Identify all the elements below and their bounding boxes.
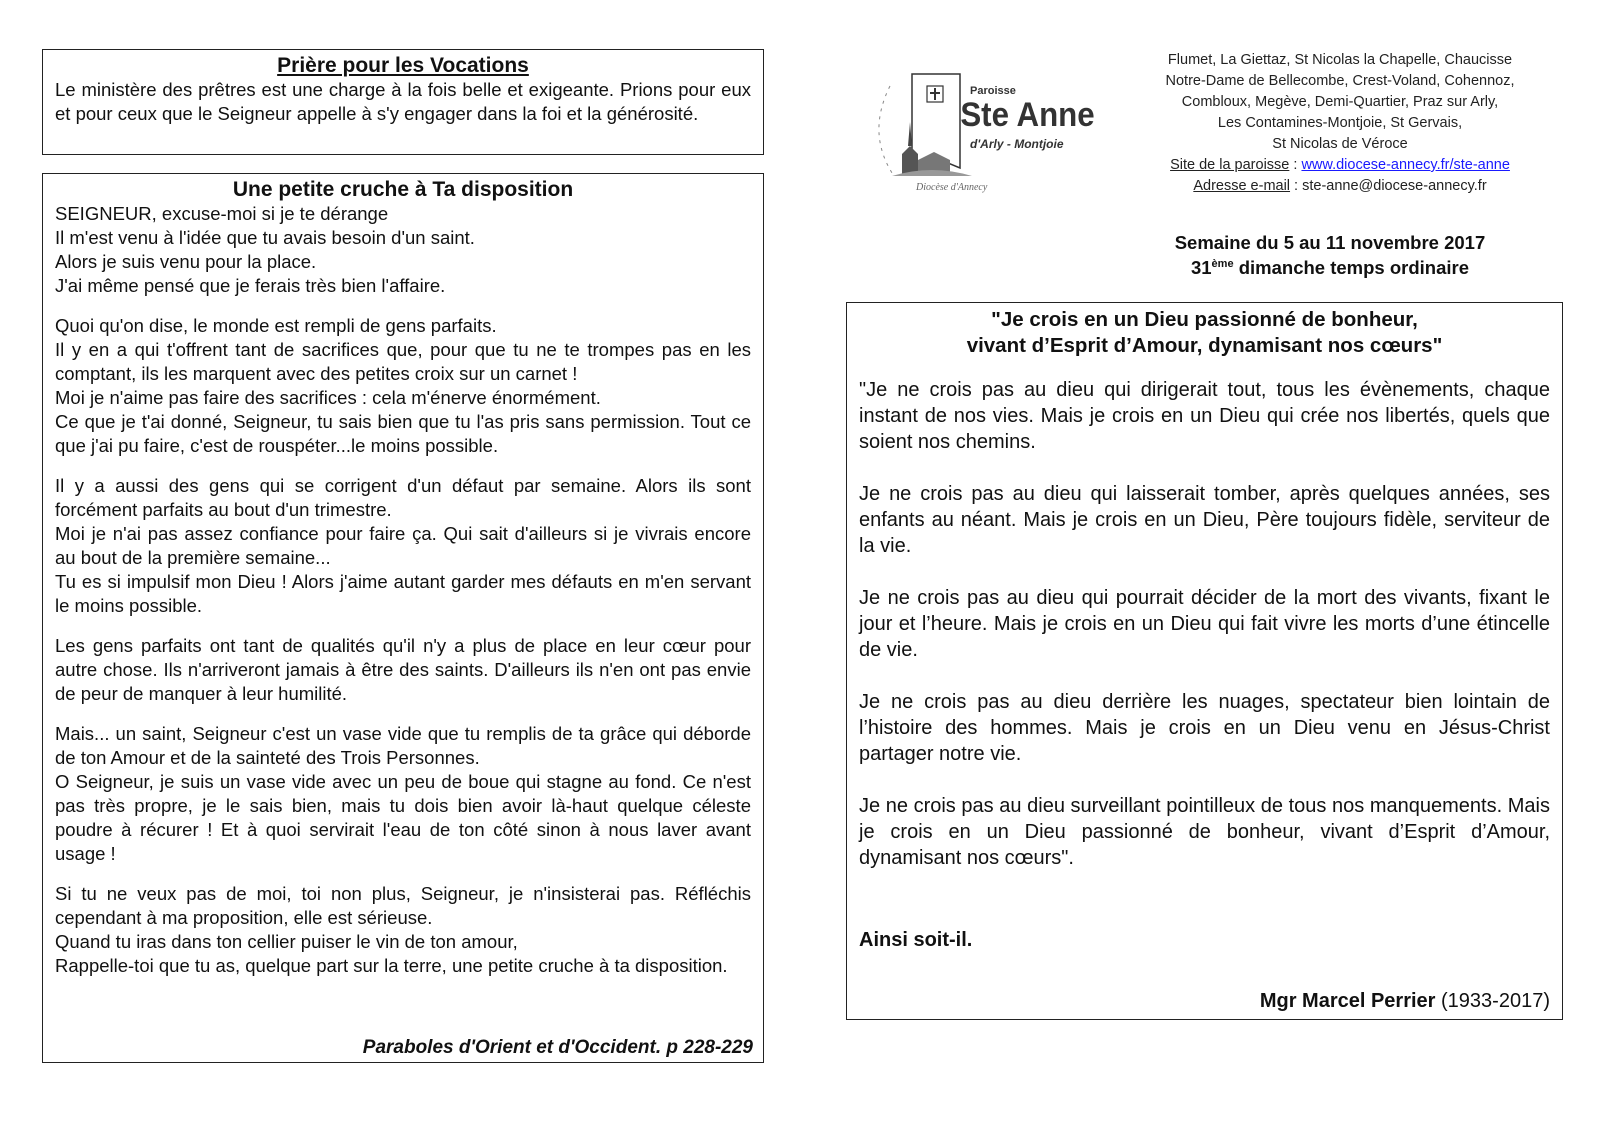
credo-paragraph: Je ne crois pas au dieu surveillant pointilleux de tous nos manquements. Mais je crois en un Dieu passionné de bonheur, vivant d’Esprit d’Amour, dynamisant nos cœurs".: [859, 795, 1550, 869]
vocations-text: Le ministère des prêtres est une charge à la fois belle et exigeante. Prions pour eux et pour ceux que le Seigneur appelle à s'y engager dans la foi et la générosité.: [55, 79, 751, 124]
cruche-poem-box: [42, 173, 764, 1063]
credo-box: [846, 302, 1563, 1020]
cruche-stanza: [55, 722, 751, 866]
logo-name-text: Ste Anne: [960, 94, 1095, 134]
site-separator: :: [1289, 157, 1302, 173]
week-dates: Semaine du 5 au 11 novembre 2017: [1174, 232, 1486, 253]
cruche-stanza-line: Les gens parfaits ont tant de qualités qu'il n'y a plus de place en leur cœur pour autre chose. Ils n'arriveront jamais à être des saints. D'ailleurs ils n'en ont pas envie de peur de manquer à leur humilité.: [55, 635, 751, 704]
cruche-stanza-line: SEIGNEUR, excuse-moi si je te dérange: [55, 203, 389, 224]
parish-line: St Nicolas de Véroce: [1272, 136, 1408, 152]
parish-lines: [1140, 50, 1540, 155]
parishes-list: [1140, 50, 1540, 197]
credo-paragraph: "Je ne crois pas au dieu qui dirigerait tout, tous les évènements, chaque instant de nos vies. Mais je crois en un Dieu qui crée nos libertés, quels que soient nos chemins.: [859, 379, 1550, 453]
cruche-stanza-line: Mais... un saint, Seigneur c'est un vase vide que tu remplis de ta grâce qui déborde de ton Amour et de la sainteté des Trois Personnes.: [55, 723, 751, 768]
cruche-stanza-line: Moi je n'aime pas faire des sacrifices : cela m'énerve énormément.: [55, 387, 601, 408]
cruche-stanza: [55, 634, 751, 706]
parish-logo-graphic: [872, 72, 1132, 198]
credo-paragraph: Je ne crois pas au dieu qui laisserait tomber, après quelques années, ses enfants au néant. Mais je crois en un Dieu, Père toujours fidèle, serviteur de la vie.: [859, 483, 1550, 557]
week-sunday-rest: dimanche temps ordinaire: [1233, 257, 1470, 278]
week-info: [1100, 230, 1560, 280]
credo-amen: Ainsi soit-il.: [859, 929, 973, 951]
vocations-prayer-box: [42, 49, 764, 155]
site-line: [1140, 155, 1540, 176]
site-label: Site de la paroisse: [1170, 157, 1290, 173]
cruche-stanza-line: Il m'est venu à l'idée que tu avais besoin d'un saint.: [55, 227, 475, 248]
cruche-stanza-line: Il y a aussi des gens qui se corrigent d'un défaut par semaine. Alors ils sont forcément parfaits au bout d'un trimestre.: [55, 475, 751, 520]
cruche-stanzas: [55, 202, 751, 978]
credo-author: [1260, 990, 1550, 1013]
credo-paragraph: Je ne crois pas au dieu qui pourrait décider de la mort des vivants, fixant le jour et l’heure. Mais je crois en un Dieu qui fait vivre les morts d’une étincelle de vie.: [859, 587, 1550, 661]
vocations-title: Prière pour les Vocations: [277, 54, 529, 77]
cruche-title: Une petite cruche à Ta disposition: [232, 178, 574, 201]
credo-title-line: "Je crois en un Dieu passionné de bonheur,: [991, 308, 1418, 331]
cruche-stanza-line: Si tu ne veux pas de moi, toi non plus, Seigneur, je n'insisterai pas. Réfléchis cependant à ma proposition, elle est sérieuse.: [55, 883, 751, 928]
credo-paragraphs: [859, 377, 1550, 871]
cruche-stanza: [55, 882, 751, 978]
cruche-stanza-line: Moi je n'ai pas assez confiance pour faire ça. Qui sait d'ailleurs si je vivrais encore au bout de la première semaine...: [55, 523, 751, 568]
author-years: (1933-2017): [1435, 990, 1550, 1012]
logo-paroisse-text: Paroisse: [970, 85, 1016, 97]
logo-subtitle-text: d'Arly - Montjoie: [970, 137, 1064, 151]
author-name: Mgr Marcel Perrier: [1259, 990, 1436, 1012]
logo-diocese-text: Diocèse d'Annecy: [916, 182, 988, 193]
email-label: Adresse e-mail: [1193, 178, 1291, 194]
cruche-stanza-line: O Seigneur, je suis un vase vide avec un peu de boue qui stagne au fond. Ce n'est pas très propre, je le sais bien, mais tu dois bien avoir là-haut quelque céleste poudre à récurer ! Et à quoi servirait l'eau de ton côté sinon à nous laver avant usage !: [55, 771, 751, 864]
credo-paragraph: Je ne crois pas au dieu derrière les nuages, spectateur bien lointain de l’histoire des hommes. Mais je crois en un Dieu venu en Jésus-Christ partager notre vie.: [859, 691, 1550, 765]
email-line: [1140, 176, 1540, 197]
credo-title: [859, 307, 1550, 359]
week-sunday: [1100, 255, 1560, 280]
site-link[interactable]: www.diocese-annecy.fr/ste-anne: [1301, 157, 1510, 173]
cruche-stanza: [55, 474, 751, 618]
cruche-stanza-line: Alors je suis venu pour la place.: [55, 251, 317, 272]
parish-line: Combloux, Megève, Demi-Quartier, Praz sur Arly,: [1181, 94, 1499, 110]
cruche-stanza-line: Quoi qu'on dise, le monde est rempli de gens parfaits.: [55, 315, 497, 336]
week-ordinal-sup: ème: [1211, 257, 1234, 270]
cruche-stanza-line: Quand tu iras dans ton cellier puiser le vin de ton amour,: [55, 931, 518, 952]
parish-line: Notre-Dame de Bellecombe, Crest-Voland, Cohennoz,: [1165, 73, 1515, 89]
email-address: ste-anne@diocese-annecy.fr: [1302, 178, 1487, 194]
week-ordinal: 31: [1190, 257, 1212, 278]
parish-line: Flumet, La Giettaz, St Nicolas la Chapelle, Chaucisse: [1167, 52, 1513, 68]
email-separator: :: [1290, 178, 1303, 194]
cruche-stanza: [55, 202, 751, 298]
parish-logo: [872, 72, 1132, 198]
cruche-stanza-line: Tu es si impulsif mon Dieu ! Alors j'aime autant garder mes défauts en m'en servant le moins possible.: [55, 571, 751, 616]
cruche-stanza-line: Il y en a qui t'offrent tant de sacrifices que, pour que tu ne te trompes pas en les comptant, ils les marquent avec des petites croix sur un carnet !: [55, 339, 751, 384]
cruche-stanza: [55, 314, 751, 458]
cruche-stanza-line: J'ai même pensé que je ferais très bien l'affaire.: [55, 275, 446, 296]
cruche-stanza-line: Rappelle-toi que tu as, quelque part sur la terre, une petite cruche à ta disposition.: [55, 955, 728, 976]
cruche-source: Paraboles d'Orient et d'Occident. p 228-229: [362, 1037, 753, 1058]
credo-title-line: vivant d’Esprit d’Amour, dynamisant nos cœurs": [966, 334, 1443, 357]
cruche-stanza-line: Ce que je t'ai donné, Seigneur, tu sais bien que tu l'as pris sans permission. Tout ce que j'ai pu faire, c'est de rouspéter...le moins possible.: [55, 411, 751, 456]
parish-line: Les Contamines-Montjoie, St Gervais,: [1217, 115, 1463, 131]
